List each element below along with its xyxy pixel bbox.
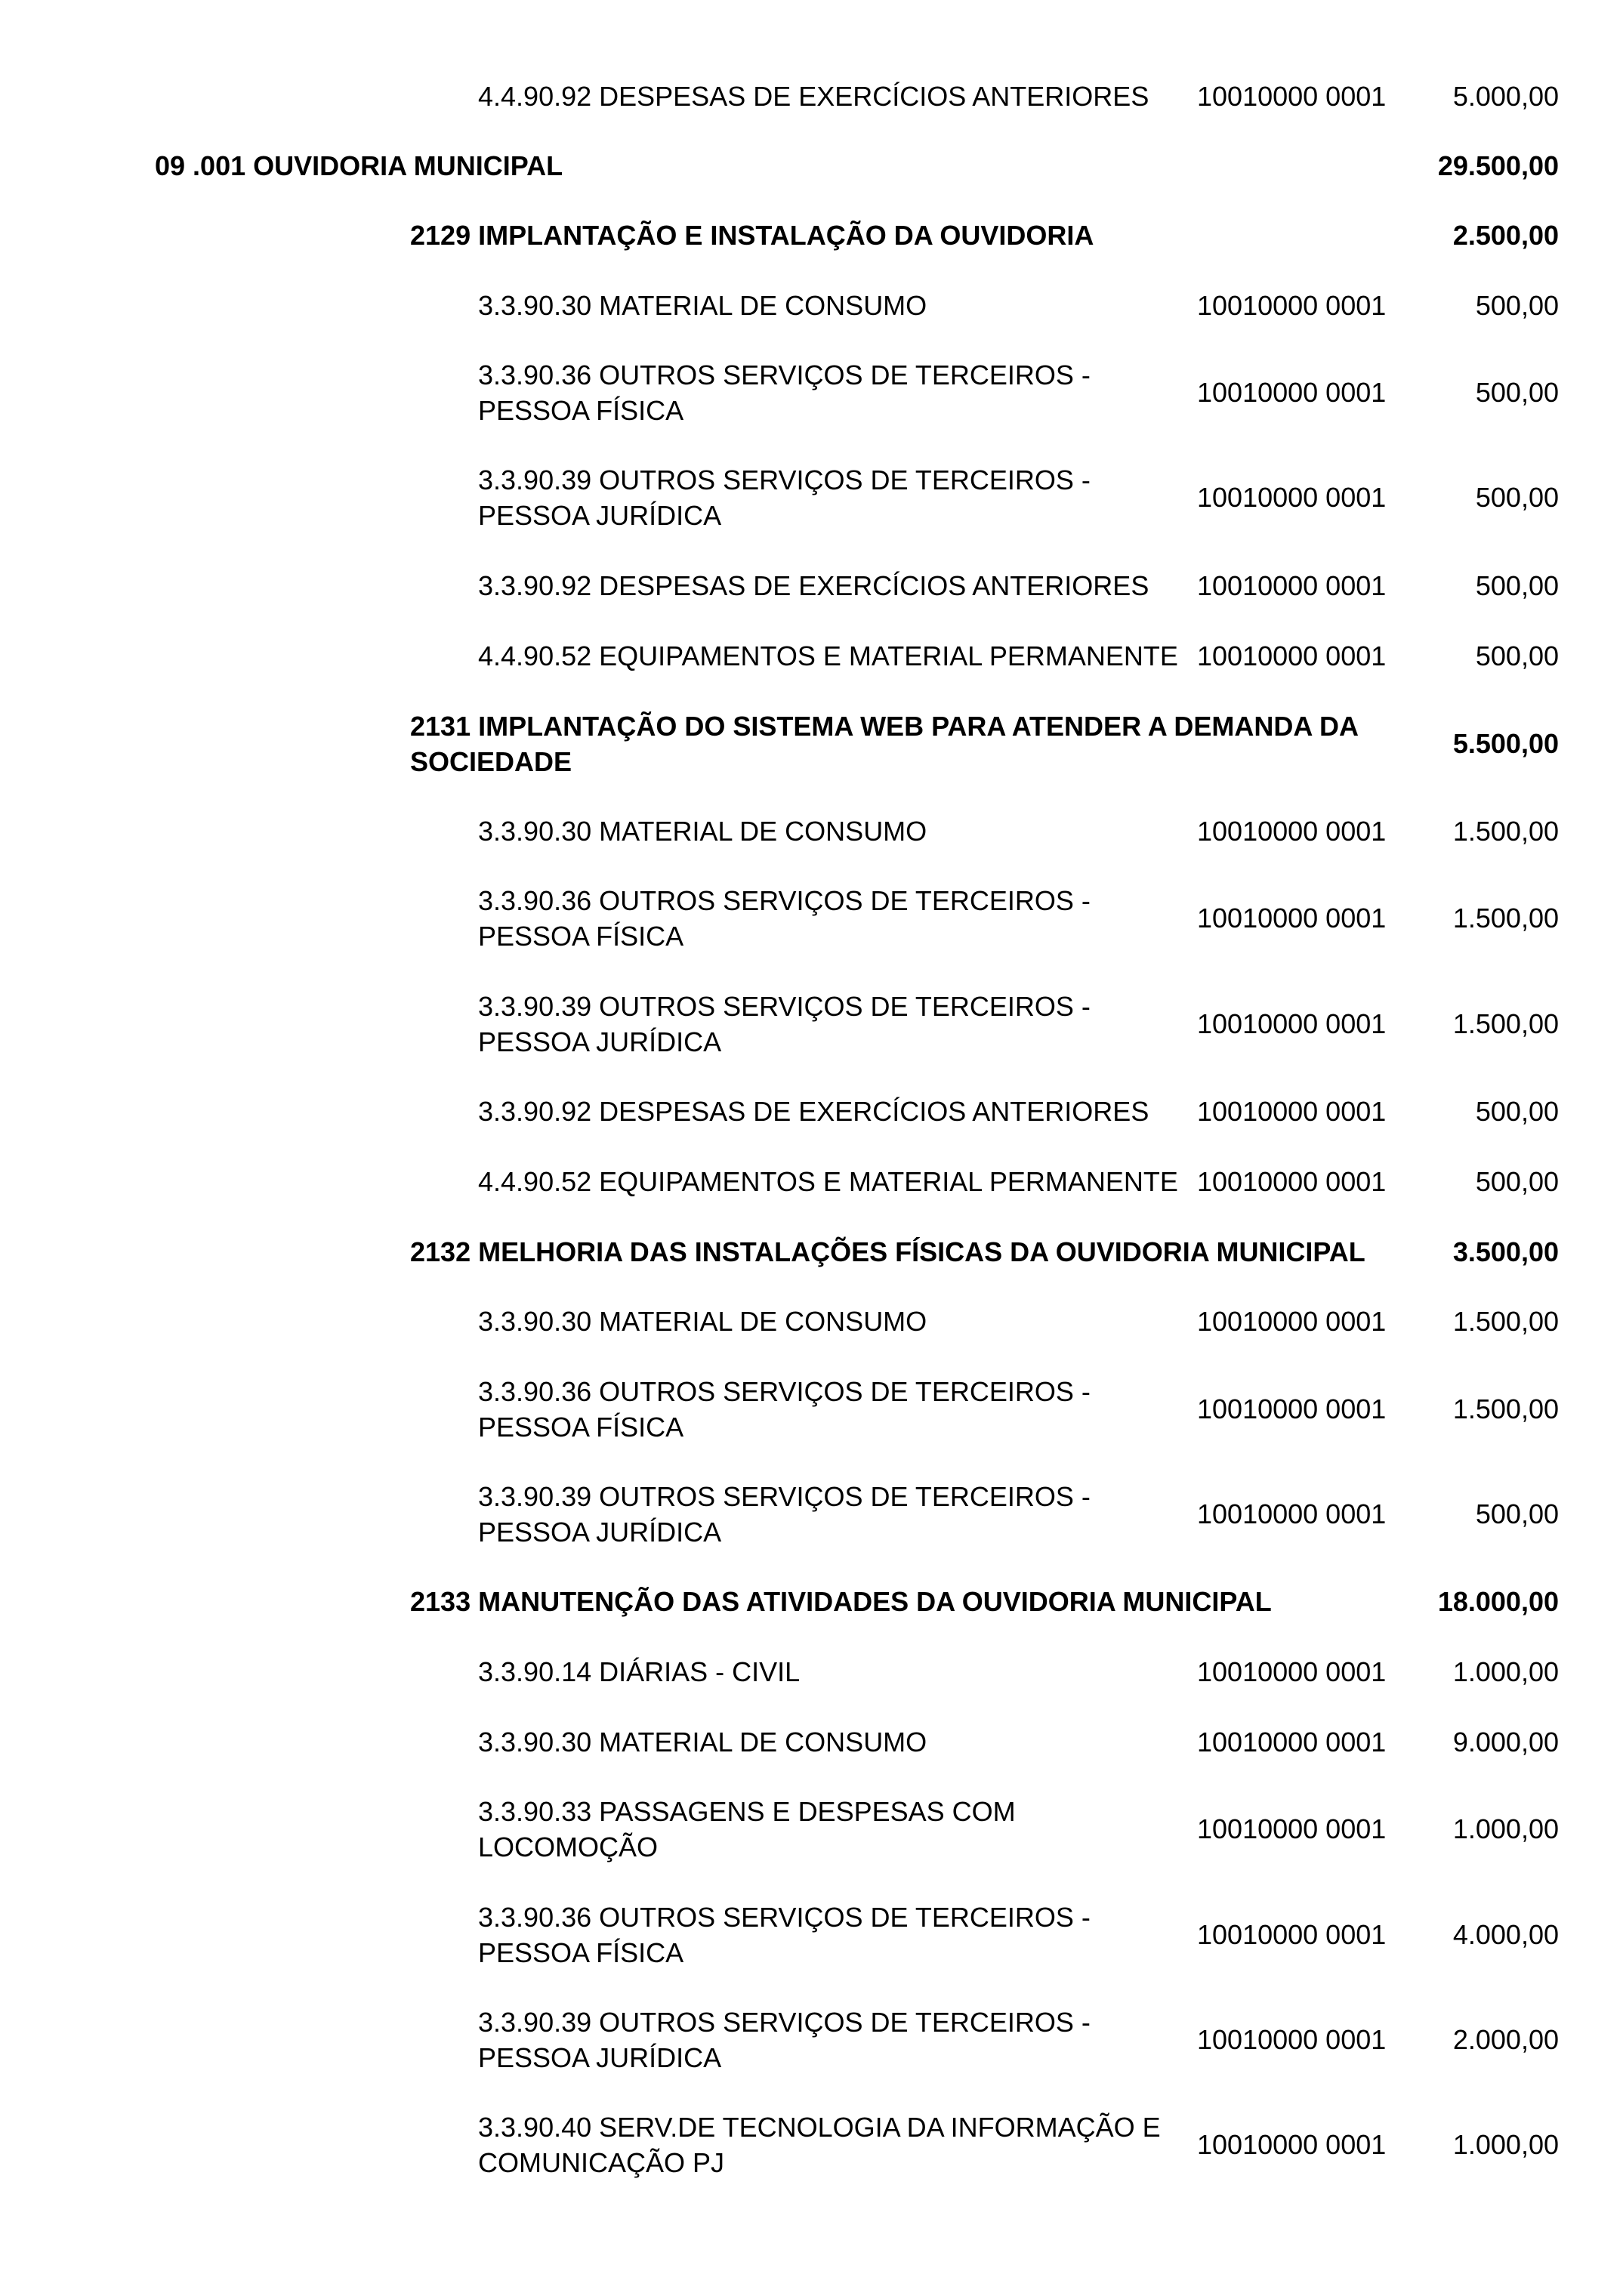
despesa-label: 3.3.90.33 PASSAGENS E DESPESAS COM LOCOMOÇÃO	[478, 1796, 1016, 1862]
despesa-label: 3.3.90.36 OUTROS SERVIÇOS DE TERCEIROS - PESSOA FÍSICA	[478, 360, 1091, 426]
despesa-label: 3.3.90.39 OUTROS SERVIÇOS DE TERCEIROS - PESSOA JURÍDICA	[478, 991, 1091, 1057]
despesa-label: 3.3.90.36 OUTROS SERVIÇOS DE TERCEIROS - PESSOA FÍSICA	[478, 1902, 1091, 1968]
valor: 2.000,00	[1452, 2024, 1559, 2055]
list-item	[0, 1724, 1623, 1760]
acao-row	[0, 218, 1623, 253]
fonte-code: 10010000 0001	[1197, 816, 1387, 847]
acao-total: 5.500,00	[1452, 728, 1559, 759]
despesa-label: 3.3.90.39 OUTROS SERVIÇOS DE TERCEIROS - PESSOA JURÍDICA	[478, 464, 1091, 531]
fonte-code: 10010000 0001	[1197, 1096, 1387, 1127]
list-item	[0, 1899, 1623, 1970]
valor: 5.000,00	[1452, 81, 1559, 112]
orgao-row	[0, 148, 1623, 184]
list-item	[0, 2109, 1623, 2180]
fonte-code: 10010000 0001	[1197, 1008, 1387, 1039]
despesa-label: 3.3.90.14 DIÁRIAS - CIVIL	[478, 1656, 801, 1687]
despesa-label: 3.3.90.92 DESPESAS DE EXERCÍCIOS ANTERIORES	[478, 1096, 1149, 1127]
acao-title: 2131 IMPLANTAÇÃO DO SISTEMA WEB PARA ATENDER A DEMANDA DA SOCIEDADE	[410, 711, 1358, 777]
valor: 500,00	[1475, 1498, 1559, 1529]
list-item	[0, 568, 1623, 603]
list-item	[0, 357, 1623, 428]
valor: 1.000,00	[1452, 1656, 1559, 1687]
valor: 1.500,00	[1452, 816, 1559, 847]
despesa-label: 3.3.90.39 OUTROS SERVIÇOS DE TERCEIROS - PESSOA JURÍDICA	[478, 2007, 1091, 2073]
list-item	[0, 1164, 1623, 1199]
fonte-code: 10010000 0001	[1197, 640, 1387, 671]
despesa-label: 4.4.90.52 EQUIPAMENTOS E MATERIAL PERMANENTE	[478, 640, 1178, 671]
list-item	[0, 79, 1623, 114]
fonte-code: 10010000 0001	[1197, 1813, 1387, 1844]
acao-title: 2129 IMPLANTAÇÃO E INSTALAÇÃO DA OUVIDORIA	[410, 220, 1094, 251]
valor: 500,00	[1475, 290, 1559, 321]
valor: 500,00	[1475, 377, 1559, 408]
despesa-label: 3.3.90.30 MATERIAL DE CONSUMO	[478, 1306, 927, 1337]
valor: 1.500,00	[1452, 1393, 1559, 1424]
valor: 1.500,00	[1452, 1306, 1559, 1337]
list-item	[0, 813, 1623, 849]
despesa-label: 3.3.90.92 DESPESAS DE EXERCÍCIOS ANTERIORES	[478, 570, 1149, 601]
list-item	[0, 1479, 1623, 1550]
acao-total: 18.000,00	[1437, 1586, 1559, 1617]
orgao-title: 09 .001 OUVIDORIA MUNICIPAL	[155, 150, 563, 181]
fonte-code: 10010000 0001	[1197, 290, 1387, 321]
fonte-code: 10010000 0001	[1197, 570, 1387, 601]
fonte-code: 10010000 0001	[1197, 903, 1387, 934]
valor: 4.000,00	[1452, 1919, 1559, 1950]
fonte-code: 10010000 0001	[1197, 2129, 1387, 2160]
fonte-code: 10010000 0001	[1197, 1393, 1387, 1424]
list-item	[0, 883, 1623, 954]
valor: 1.000,00	[1452, 1813, 1559, 1844]
list-item	[0, 462, 1623, 533]
list-item	[0, 1374, 1623, 1445]
list-item	[0, 288, 1623, 323]
despesa-label: 3.3.90.39 OUTROS SERVIÇOS DE TERCEIROS - PESSOA JURÍDICA	[478, 1481, 1091, 1548]
list-item	[0, 1304, 1623, 1339]
acao-total: 3.500,00	[1452, 1236, 1559, 1267]
list-item	[0, 1654, 1623, 1690]
list-item	[0, 638, 1623, 674]
valor: 500,00	[1475, 570, 1559, 601]
list-item	[0, 989, 1623, 1060]
acao-title: 2133 MANUTENÇÃO DAS ATIVIDADES DA OUVIDORIA MUNICIPAL	[410, 1586, 1272, 1617]
fonte-code: 10010000 0001	[1197, 377, 1387, 408]
list-item	[0, 1794, 1623, 1865]
despesa-label: 3.3.90.30 MATERIAL DE CONSUMO	[478, 816, 927, 847]
acao-total: 2.500,00	[1452, 220, 1559, 251]
fonte-code: 10010000 0001	[1197, 482, 1387, 513]
despesa-label: 3.3.90.30 MATERIAL DE CONSUMO	[478, 1727, 927, 1757]
despesa-label: 4.4.90.52 EQUIPAMENTOS E MATERIAL PERMANENTE	[478, 1166, 1178, 1197]
list-item	[0, 1094, 1623, 1129]
acao-row	[0, 1234, 1623, 1270]
despesa-label: 3.3.90.36 OUTROS SERVIÇOS DE TERCEIROS - PESSOA FÍSICA	[478, 1376, 1091, 1443]
fonte-code: 10010000 0001	[1197, 1306, 1387, 1337]
acao-title: 2132 MELHORIA DAS INSTALAÇÕES FÍSICAS DA OUVIDORIA MUNICIPAL	[410, 1236, 1365, 1267]
despesa-label: 3.3.90.36 OUTROS SERVIÇOS DE TERCEIROS - PESSOA FÍSICA	[478, 885, 1091, 952]
valor: 1.000,00	[1452, 2129, 1559, 2160]
list-item	[0, 2004, 1623, 2075]
valor: 1.500,00	[1452, 903, 1559, 934]
despesa-label: 3.3.90.40 SERV.DE TECNOLOGIA DA INFORMAÇÃO E COMUNICAÇÃO PJ	[478, 2112, 1161, 2178]
valor: 9.000,00	[1452, 1727, 1559, 1757]
valor: 500,00	[1475, 1166, 1559, 1197]
orgao-total: 29.500,00	[1437, 150, 1559, 181]
valor: 500,00	[1475, 640, 1559, 671]
fonte-code: 10010000 0001	[1197, 1166, 1387, 1197]
valor: 500,00	[1475, 482, 1559, 513]
despesa-label: 3.3.90.30 MATERIAL DE CONSUMO	[478, 290, 927, 321]
acao-row	[0, 708, 1623, 779]
fonte-code: 10010000 0001	[1197, 81, 1387, 112]
acao-row	[0, 1584, 1623, 1619]
fonte-code: 10010000 0001	[1197, 1498, 1387, 1529]
valor: 1.500,00	[1452, 1008, 1559, 1039]
fonte-code: 10010000 0001	[1197, 2024, 1387, 2055]
despesa-label: 4.4.90.92 DESPESAS DE EXERCÍCIOS ANTERIORES	[478, 81, 1149, 112]
fonte-code: 10010000 0001	[1197, 1727, 1387, 1757]
valor: 500,00	[1475, 1096, 1559, 1127]
fonte-code: 10010000 0001	[1197, 1656, 1387, 1687]
fonte-code: 10010000 0001	[1197, 1919, 1387, 1950]
